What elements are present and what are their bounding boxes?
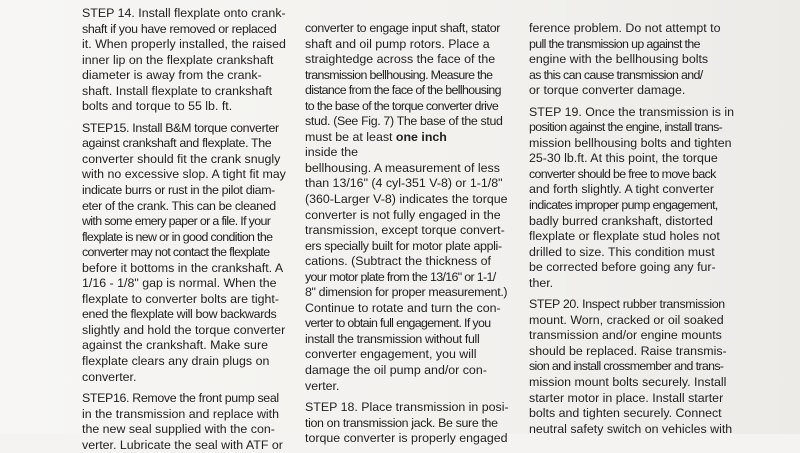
text-line: inner lip on the flexplate crankshaft (82, 52, 274, 67)
text-line: or torque converter damage. (529, 83, 686, 98)
text-line: against the crankshaft. Make sure (82, 338, 268, 353)
text-line: with some emery paper or a file. If your (82, 214, 271, 229)
text-line: STEP 14. Install flexplate onto crank- (82, 6, 286, 20)
text-line: flexplate clears any drain plugs on (82, 354, 270, 369)
text-line: distance from the face of the bellhousing (305, 83, 501, 98)
text-line: flexplate to converter bolts are tight- (82, 291, 279, 306)
text-line: flexplate or flexplate stud holes not (529, 229, 720, 244)
text-line: pull the transmission up against the (529, 36, 700, 51)
text-column-right (529, 21, 743, 437)
text-line: converter may not contact the flexplate (82, 245, 270, 260)
text-line: verter. (305, 378, 340, 393)
text-line: drilled to size. This condition must (529, 244, 715, 259)
text-line: converter engagement, you will (305, 347, 477, 362)
text-line: bolts and torque to 55 lb. ft. (82, 99, 233, 114)
emphasis-text: one inch (395, 129, 447, 144)
text-line: verter. Lubricate the seal with ATF or (82, 437, 283, 452)
text-line: inside the (305, 145, 359, 160)
text-line: shaft and oil pump rotors. Place a (305, 36, 490, 51)
text-line: with no excessive slop. A tight fit may (82, 167, 286, 182)
text-line: transmission bellhousing. Measure the (305, 67, 493, 82)
text-line: your motor plate from the 13/16" or 1-1/ (305, 269, 496, 284)
text-line: and forth slightly. A tight converter (529, 182, 715, 197)
text-line: mount. Worn, cracked or oil soaked (529, 312, 724, 327)
text-line: eter of the crank. This can be cleaned (82, 198, 276, 213)
text-line: engine with the bellhousing bolts (529, 52, 709, 67)
text-line: ther. (529, 275, 554, 290)
text-line: ers specially built for motor plate appli- (305, 238, 502, 253)
text-line: STEP 20. Inspect rubber transmission (529, 297, 725, 312)
text-line: be corrected before going any fur- (529, 260, 716, 275)
text-line: before it bottoms in the crankshaft. A (82, 260, 284, 275)
text-line: flexplate is new or in good condition the (82, 229, 273, 244)
text-column-left (82, 6, 294, 453)
text-line: to the base of the torque converter drive (305, 98, 499, 113)
text-line: 8" dimension for proper measurement.) (305, 285, 508, 300)
text-line: STEP15. Install B&M torque converter (82, 120, 279, 135)
text-line: install the transmission without full (305, 331, 480, 346)
text-line: ference problem. Do not attempt to (529, 21, 721, 35)
text-line: than 13/16" (4 cyl-351 V-8) or 1-1/8" (305, 176, 503, 191)
text-line: converter is not fully engaged in the (305, 207, 501, 222)
text-line: in the transmission and replace with (82, 406, 279, 421)
text-line: diameter is away from the crank- (82, 68, 262, 83)
text-line: it. When properly installed, the raised (82, 37, 286, 52)
text-line: slightly and hold the torque converter (82, 322, 286, 337)
text-line: 25-30 lb.ft. At this point, the torque (529, 151, 718, 166)
text-line: STEP 19. Once the transmission is in (529, 104, 734, 119)
text-line: damage the oil pump and/or con- (305, 363, 487, 378)
text-line: STEP16. Remove the front pump seal (82, 391, 279, 406)
text-line: shaft if you have removed or replaced (82, 21, 277, 36)
text-line: torque converter is properly engaged (305, 431, 508, 446)
text-line: badly burred crankshaft, distorted (529, 213, 713, 228)
text-line: sion and install crossmember and trans- (529, 359, 724, 374)
text-line: transmission, except torque convert- (305, 223, 505, 238)
text-column-middle (305, 21, 511, 447)
text-line: converter to engage input shaft, stator (305, 21, 501, 35)
text-line: 1/16 - 1/8" gap is normal. When the (82, 276, 277, 291)
text-line: bellhousing. A measurement of less (305, 160, 500, 175)
text-line: verter to obtain full engagement. If you (305, 316, 491, 331)
text-line: (360-Larger V-8) indicates the torque (305, 192, 508, 207)
text-line: tion on transmission jack. Be sure the (305, 415, 498, 430)
text-line: converter should fit the crank snugly (82, 151, 281, 166)
text-line: position against the engine, install trans- (529, 120, 723, 135)
text-line: should be replaced. Raise transmis- (529, 343, 727, 358)
text-line: cations. (Subtract the thickness of (305, 254, 491, 269)
text-line: against crankshaft and flexplate. The (82, 136, 272, 151)
text-line: shaft. Install flexplate to crankshaft (82, 83, 273, 98)
text-line: must be at least one inch (305, 129, 447, 144)
text-line: bolts and tighten securely. Connect (529, 406, 722, 421)
text-line: stud. (See Fig. 7) The base of the stud (305, 114, 503, 129)
text-line: STEP 18. Place transmission in posi- (305, 400, 509, 415)
text-line: transmission and/or engine mounts (529, 328, 722, 343)
text-line: mission bellhousing bolts and tighten (529, 135, 732, 150)
text-line: Continue to rotate and turn the con- (305, 300, 501, 315)
text-line: starter motor in place. Install starter (529, 390, 724, 405)
text-line: converter. (82, 369, 137, 384)
text-line: as this can cause transmission and/ (529, 67, 703, 82)
text-line: indicates improper pump engagement, (529, 198, 718, 213)
text-line: straightedge across the face of the (305, 52, 496, 67)
text-line: mission mount bolts securely. Install (529, 375, 727, 390)
text-line: ened the flexplate will bow backwards (82, 307, 277, 322)
text-line: converter should be free to move back (529, 166, 716, 181)
text-line: the new seal supplied with the con- (82, 422, 275, 437)
text-line: indicate burrs or rust in the pilot diam- (82, 183, 275, 198)
text-line: neutral safety switch on vehicles with (529, 421, 733, 436)
